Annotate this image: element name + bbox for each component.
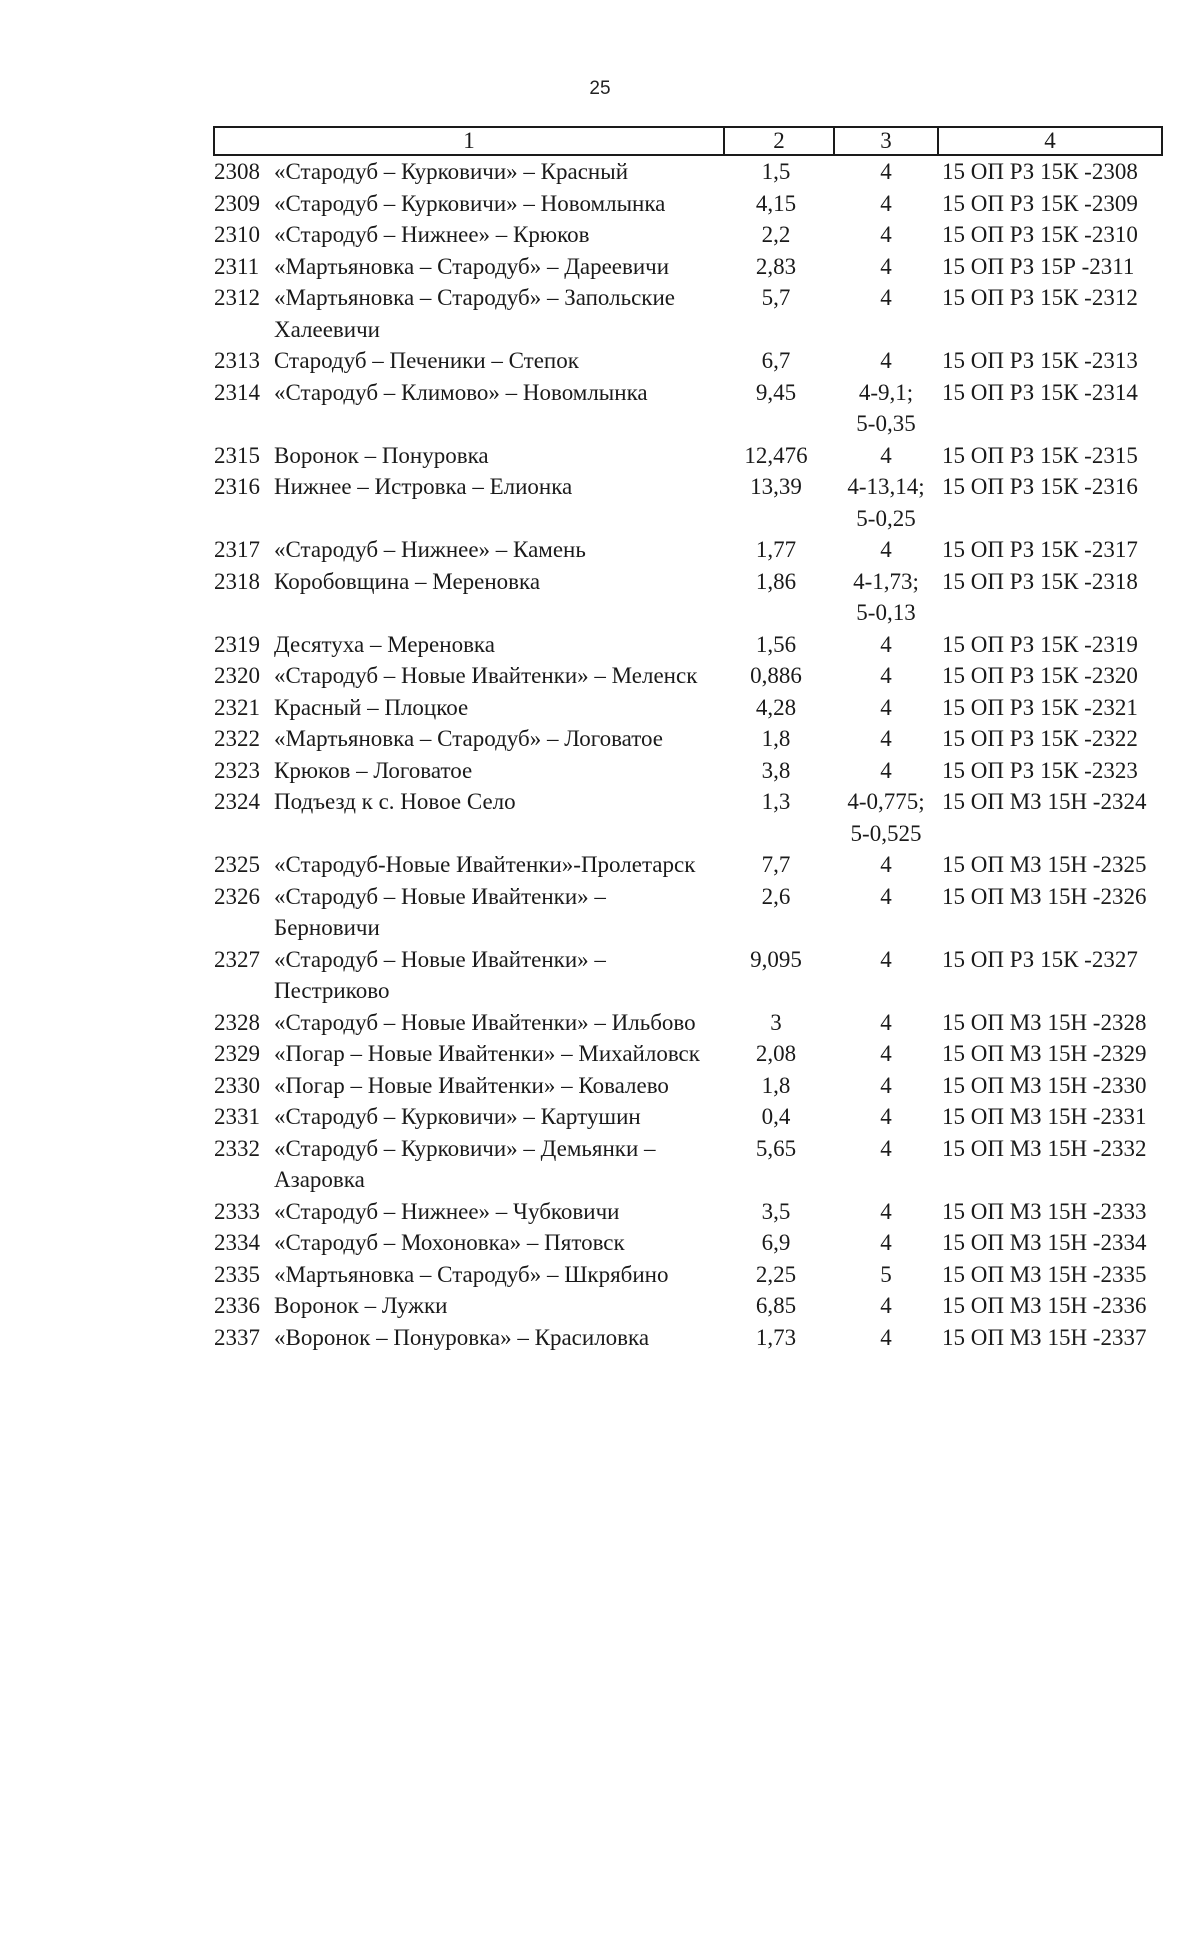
road-code: 15 ОП МЗ 15Н -2334 <box>942 1230 1147 1255</box>
road-cell <box>214 786 724 849</box>
road-length: 13,39 <box>750 474 802 499</box>
road-number: 2322 <box>214 726 260 751</box>
road-category: 4 <box>880 1324 892 1350</box>
road-length: 1,77 <box>755 537 797 562</box>
road-category: 4 <box>880 1104 892 1129</box>
road-name: «Мартьяновка – Стародуб» – Логоватое <box>274 726 663 751</box>
road-number: 2309 <box>214 190 260 216</box>
road-code: 15 ОП РЗ 15К -2321 <box>942 694 1138 720</box>
road-cell <box>214 1196 724 1228</box>
road-number: 2310 <box>214 222 260 247</box>
road-cell <box>214 1227 724 1259</box>
road-code: 15 ОП РЗ 15К -2313 <box>942 348 1138 373</box>
road-code: 15 ОП МЗ 15Н -2332 <box>942 1135 1147 1161</box>
table-row <box>214 660 1162 692</box>
road-length: 2,6 <box>761 883 791 909</box>
road-name: Нижнее – Истровка – Елионка <box>274 474 573 499</box>
road-length: 1,8 <box>761 1072 791 1098</box>
table-row <box>214 345 1162 377</box>
road-length: 6,9 <box>761 1230 791 1255</box>
road-number: 2318 <box>214 568 260 594</box>
road-number: 2336 <box>214 1293 260 1318</box>
road-code: 15 ОП РЗ 15К -2314 <box>942 379 1138 405</box>
road-cell <box>214 1070 724 1102</box>
road-number: 2337 <box>214 1324 260 1350</box>
road-cell <box>214 944 724 1007</box>
road-name: «Стародуб – Новые Ивайтенки» – Берновичи <box>274 883 606 940</box>
road-code: 15 ОП РЗ 15К -2319 <box>942 631 1138 657</box>
category-part: 5-0,35 <box>856 411 916 436</box>
road-category: 4 <box>880 348 892 373</box>
road-number: 2334 <box>214 1230 260 1255</box>
road-category: 4 <box>880 159 892 184</box>
road-cell <box>214 155 724 188</box>
road-name: «Стародуб – Курковичи» – Красный <box>274 159 629 184</box>
road-length: 9,095 <box>750 946 802 972</box>
road-category <box>834 377 938 440</box>
road-cell <box>214 1322 724 1354</box>
road-cell <box>214 881 724 944</box>
road-category: 4 <box>880 285 892 310</box>
road-cell <box>214 282 724 345</box>
header-row <box>214 127 1162 155</box>
road-length: 1,73 <box>755 1324 797 1350</box>
category-part: 4-0,775; <box>847 789 925 814</box>
table-row <box>214 1007 1162 1039</box>
table-row <box>214 377 1162 440</box>
road-length: 7,7 <box>761 852 791 877</box>
road-code: 15 ОП МЗ 15Н -2330 <box>942 1072 1147 1098</box>
road-length: 3,8 <box>761 757 791 783</box>
road-cell <box>214 1133 724 1196</box>
road-cell <box>214 440 724 472</box>
road-number: 2332 <box>214 1135 260 1161</box>
road-number: 2317 <box>214 537 260 562</box>
road-length: 0,4 <box>761 1104 791 1129</box>
road-code: 15 ОП МЗ 15Н -2326 <box>942 883 1147 909</box>
road-name: «Погар – Новые Ивайтенки» – Михайловск <box>274 1041 700 1066</box>
category-part: 5-0,13 <box>856 600 916 625</box>
road-length: 4,28 <box>755 694 797 720</box>
road-number: 2326 <box>214 883 260 909</box>
road-name: «Стародуб – Новые Ивайтенки» – Меленск <box>274 663 698 688</box>
category-part: 5-0,25 <box>856 505 916 531</box>
roads-table <box>213 126 1163 1353</box>
road-category: 4 <box>880 1293 892 1318</box>
road-category: 4 <box>880 1198 892 1224</box>
table-row <box>214 1196 1162 1228</box>
road-name: Стародуб – Печеники – Степок <box>274 348 579 373</box>
road-length: 5,7 <box>761 285 791 310</box>
road-code: 15 ОП РЗ 15К -2316 <box>942 474 1138 499</box>
road-cell <box>214 188 724 220</box>
road-number: 2327 <box>214 946 260 972</box>
road-code: 15 ОП МЗ 15Н -2336 <box>942 1293 1147 1318</box>
category-part: 4-1,73; <box>853 568 919 594</box>
road-category: 4 <box>880 757 892 783</box>
road-category: 4 <box>880 663 892 688</box>
road-number: 2333 <box>214 1198 260 1224</box>
road-code: 15 ОП РЗ 15К -2320 <box>942 663 1138 688</box>
road-name: «Стародуб – Нижнее» – Крюков <box>274 222 590 247</box>
road-code: 15 ОП МЗ 15Н -2328 <box>942 1009 1147 1035</box>
road-cell <box>214 345 724 377</box>
table-row <box>214 1038 1162 1070</box>
road-cell <box>214 849 724 881</box>
table-row <box>214 1322 1162 1354</box>
road-number: 2314 <box>214 379 260 405</box>
category-part: 4-13,14; <box>847 474 925 499</box>
road-name: «Стародуб – Мохоновка» – Пятовск <box>274 1230 625 1255</box>
road-name: «Стародуб – Климово» – Новомлынка <box>274 379 648 405</box>
road-length: 1,5 <box>761 159 791 184</box>
road-length: 5,65 <box>755 1135 797 1161</box>
road-cell <box>214 1290 724 1322</box>
road-cell <box>214 566 724 629</box>
road-length: 0,886 <box>750 663 802 688</box>
road-number: 2324 <box>214 789 260 814</box>
table-row <box>214 219 1162 251</box>
table-row <box>214 188 1162 220</box>
road-name: Подъезд к с. Новое Село <box>274 789 516 814</box>
road-code: 15 ОП РЗ 15К -2309 <box>942 190 1138 216</box>
road-cell <box>214 629 724 661</box>
road-name: Десятуха – Мереновка <box>274 631 495 657</box>
table-row <box>214 1070 1162 1102</box>
road-code: 15 ОП РЗ 15К -2323 <box>942 757 1138 783</box>
road-code: 15 ОП МЗ 15Н -2335 <box>942 1261 1147 1287</box>
table-row <box>214 786 1162 849</box>
road-category: 4 <box>880 222 892 247</box>
road-code: 15 ОП МЗ 15Н -2329 <box>942 1041 1147 1066</box>
table-row <box>214 755 1162 787</box>
road-cell <box>214 219 724 251</box>
road-category: 4 <box>880 946 892 972</box>
table-header <box>214 127 1162 155</box>
road-code: 15 ОП РЗ 15Р -2311 <box>942 253 1135 279</box>
road-code: 15 ОП МЗ 15Н -2324 <box>942 789 1147 814</box>
road-length: 1,56 <box>755 631 797 657</box>
road-cell <box>214 660 724 692</box>
road-length: 6,7 <box>761 348 791 373</box>
road-category: 4 <box>880 1135 892 1161</box>
road-cell <box>214 1038 724 1070</box>
road-name: Воронок – Понуровка <box>274 442 489 468</box>
road-number: 2313 <box>214 348 260 373</box>
road-category: 4 <box>880 852 892 877</box>
road-length: 4,15 <box>755 190 797 216</box>
road-code: 15 ОП РЗ 15К -2317 <box>942 537 1138 562</box>
road-cell <box>214 1259 724 1291</box>
road-category: 4 <box>880 1009 892 1035</box>
category-part: 4-9,1; <box>858 379 914 405</box>
table-row <box>214 1101 1162 1133</box>
table-row <box>214 944 1162 1007</box>
road-length: 2,08 <box>755 1041 797 1066</box>
road-name: «Стародуб – Курковичи» – Демьянки – Азаровка <box>274 1135 656 1192</box>
road-name: «Стародуб-Новые Ивайтенки»-Пролетарск <box>274 852 696 877</box>
road-category: 4 <box>880 190 892 216</box>
table-row <box>214 566 1162 629</box>
road-name: «Стародуб – Курковичи» – Картушин <box>274 1104 641 1129</box>
road-cell <box>214 723 724 755</box>
road-name: «Погар – Новые Ивайтенки» – Ковалево <box>274 1072 669 1098</box>
road-length: 1,8 <box>761 726 791 751</box>
table-row <box>214 471 1162 534</box>
table-row <box>214 440 1162 472</box>
roads-table-container <box>213 126 1161 1353</box>
table-row <box>214 723 1162 755</box>
road-name: «Стародуб – Новые Ивайтенки» – Ильбово <box>274 1009 696 1035</box>
road-category: 4 <box>880 537 892 562</box>
road-length: 3,5 <box>761 1198 791 1224</box>
road-cell <box>214 534 724 566</box>
road-code: 15 ОП МЗ 15Н -2325 <box>942 852 1147 877</box>
road-code: 15 ОП РЗ 15К -2315 <box>942 442 1138 468</box>
road-number: 2312 <box>214 285 260 310</box>
road-name: «Стародуб – Нижнее» – Камень <box>274 537 586 562</box>
road-number: 2321 <box>214 694 260 720</box>
table-row <box>214 849 1162 881</box>
road-number: 2328 <box>214 1009 260 1035</box>
header-col-3: 3 <box>834 127 938 155</box>
road-name: «Воронок – Понуровка» – Красиловка <box>274 1324 650 1350</box>
page-number: 25 <box>589 78 611 99</box>
road-category <box>834 471 938 534</box>
header-col-2: 2 <box>724 127 834 155</box>
road-category: 4 <box>880 726 892 751</box>
road-cell <box>214 692 724 724</box>
road-number: 2308 <box>214 159 260 184</box>
road-length: 9,45 <box>755 379 797 405</box>
road-number: 2311 <box>214 253 260 279</box>
road-number: 2330 <box>214 1072 260 1098</box>
road-category: 4 <box>880 1041 892 1066</box>
road-length: 2,25 <box>755 1261 797 1287</box>
road-cell <box>214 1007 724 1039</box>
road-length: 1,86 <box>755 568 797 594</box>
table-body <box>214 155 1162 1353</box>
road-length: 2,2 <box>761 222 791 247</box>
table-row <box>214 692 1162 724</box>
road-category: 4 <box>880 883 892 909</box>
table-row <box>214 1259 1162 1291</box>
road-category <box>834 786 938 849</box>
table-row <box>214 881 1162 944</box>
table-row <box>214 1290 1162 1322</box>
road-length: 3 <box>770 1009 782 1035</box>
road-name: Воронок – Лужки <box>274 1293 448 1318</box>
road-name: Коробовщина – Мереновка <box>274 568 541 594</box>
road-category: 4 <box>880 253 892 279</box>
table-row <box>214 282 1162 345</box>
road-code: 15 ОП МЗ 15Н -2333 <box>942 1198 1147 1224</box>
road-code: 15 ОП МЗ 15Н -2331 <box>942 1104 1147 1129</box>
road-category: 4 <box>880 694 892 720</box>
road-number: 2316 <box>214 474 260 499</box>
header-col-4: 4 <box>938 127 1162 155</box>
road-name: «Мартьяновка – Стародуб» – Шкрябино <box>274 1261 669 1287</box>
road-code: 15 ОП РЗ 15К -2318 <box>942 568 1138 594</box>
road-number: 2331 <box>214 1104 260 1129</box>
road-number: 2315 <box>214 442 260 468</box>
road-number: 2325 <box>214 852 260 877</box>
road-length: 6,85 <box>755 1293 797 1318</box>
road-number: 2320 <box>214 663 260 688</box>
road-name: «Стародуб – Новые Ивайтенки» – Пестриково <box>274 946 606 1003</box>
road-category <box>834 566 938 629</box>
table-row <box>214 534 1162 566</box>
road-name: Красный – Плоцкое <box>274 694 469 720</box>
road-code: 15 ОП РЗ 15К -2327 <box>942 946 1138 972</box>
road-category: 4 <box>880 1072 892 1098</box>
road-category: 4 <box>880 442 892 468</box>
road-code: 15 ОП МЗ 15Н -2337 <box>942 1324 1147 1350</box>
road-code: 15 ОП РЗ 15К -2308 <box>942 159 1138 184</box>
road-cell <box>214 755 724 787</box>
table-row <box>214 1227 1162 1259</box>
road-number: 2323 <box>214 757 260 783</box>
road-name: «Мартьяновка – Стародуб» – Дареевичи <box>274 253 670 279</box>
road-name: «Стародуб – Нижнее» – Чубковичи <box>274 1198 620 1224</box>
table-row <box>214 155 1162 188</box>
road-length: 1,3 <box>761 789 791 814</box>
road-number: 2335 <box>214 1261 260 1287</box>
road-number: 2329 <box>214 1041 260 1066</box>
road-number: 2319 <box>214 631 260 657</box>
road-cell <box>214 1101 724 1133</box>
category-part: 5-0,525 <box>850 820 922 846</box>
road-cell <box>214 471 724 534</box>
road-length: 12,476 <box>744 442 808 468</box>
road-name: «Стародуб – Курковичи» – Новомлынка <box>274 190 666 216</box>
road-code: 15 ОП РЗ 15К -2312 <box>942 285 1138 310</box>
road-code: 15 ОП РЗ 15К -2322 <box>942 726 1138 751</box>
road-cell <box>214 251 724 283</box>
header-col-1: 1 <box>214 127 724 155</box>
road-code: 15 ОП РЗ 15К -2310 <box>942 222 1138 247</box>
road-name: Крюков – Логоватое <box>274 757 473 783</box>
road-category: 5 <box>880 1261 892 1287</box>
road-category: 4 <box>880 631 892 657</box>
road-name: «Мартьяновка – Стародуб» – Запольские Халеевичи <box>274 285 675 342</box>
table-row <box>214 1133 1162 1196</box>
road-category: 4 <box>880 1230 892 1255</box>
table-row <box>214 251 1162 283</box>
road-cell <box>214 377 724 440</box>
table-row <box>214 629 1162 661</box>
road-length: 2,83 <box>755 253 797 279</box>
